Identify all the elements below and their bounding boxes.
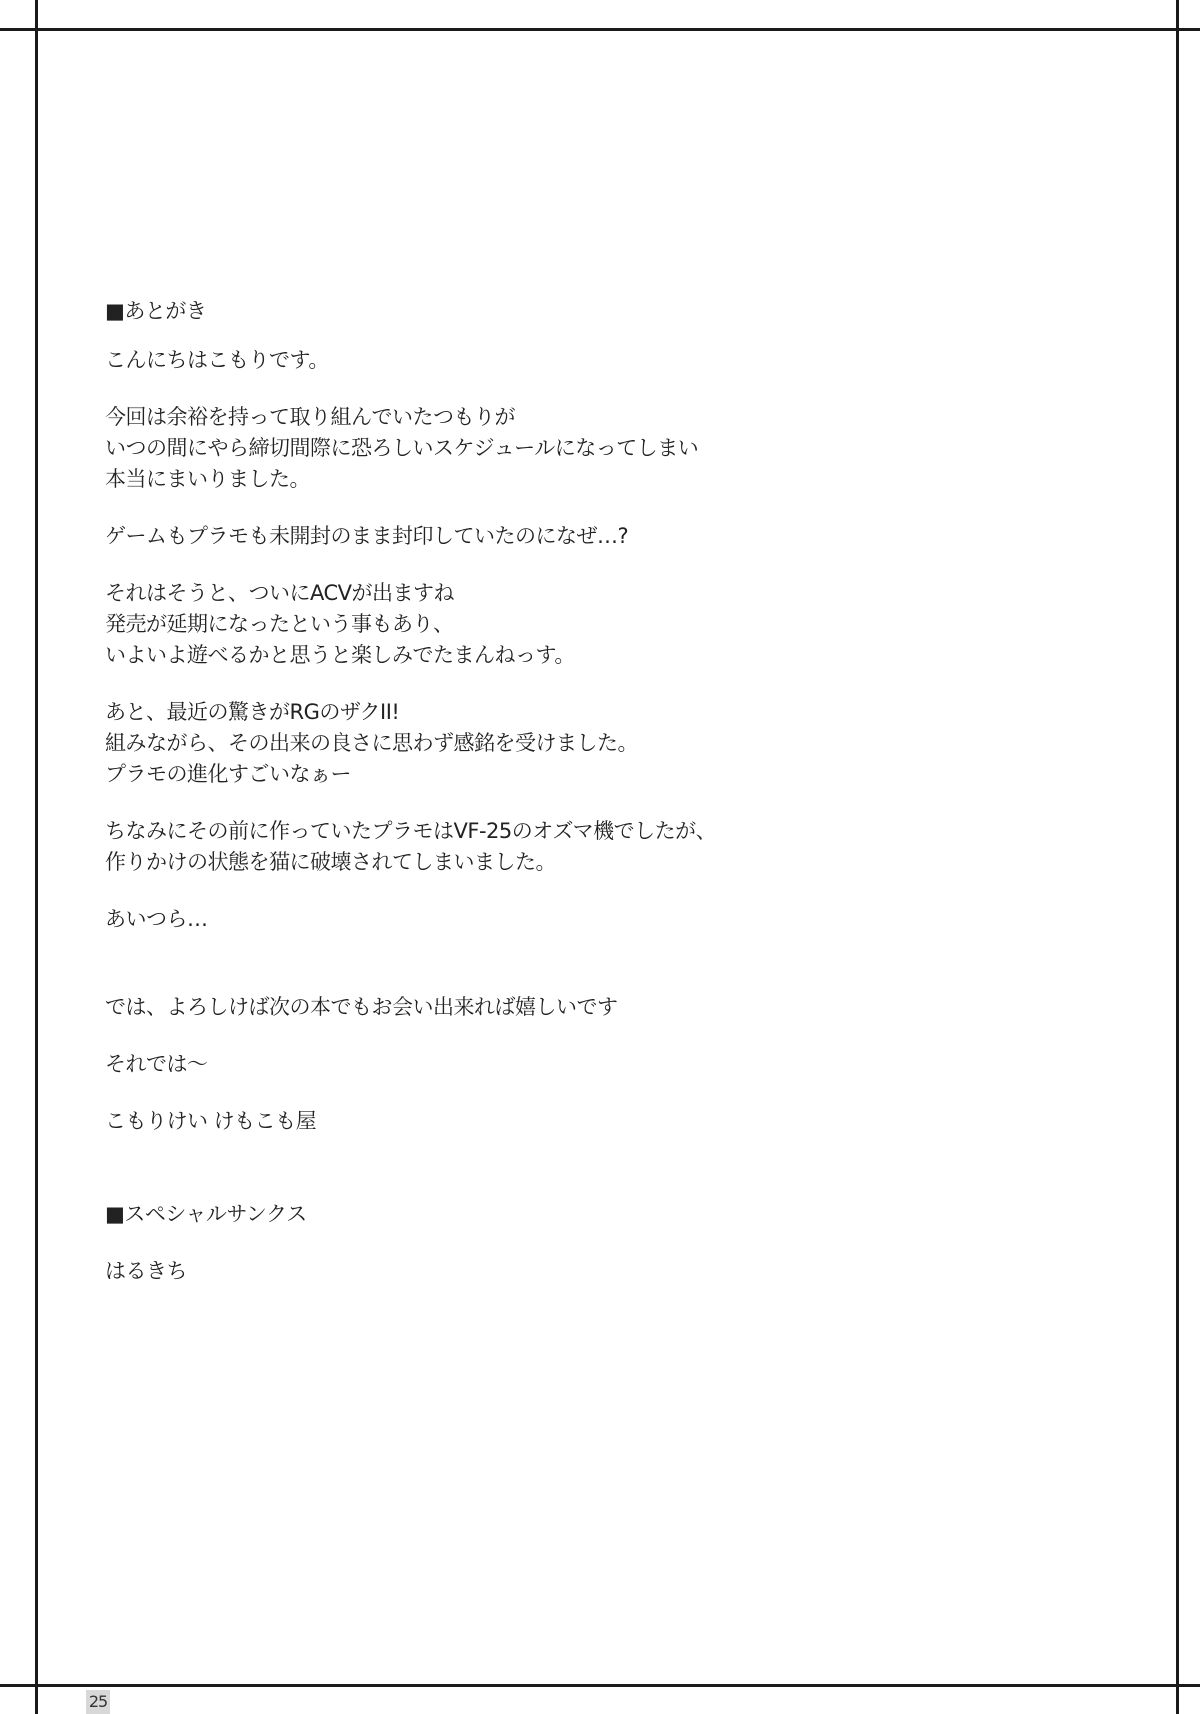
paragraph-5 [105,816,1005,878]
closing-line-2: それでは～ [105,1052,208,1076]
afterword-heading: ■あとがき [105,299,207,323]
paragraph-line: 発売が延期になったという事もあり、 [105,612,454,636]
paragraph-line: 今回は余裕を持って取り組んでいたつもりが [105,405,515,429]
paragraph-3 [105,578,1005,671]
closing-line-1: では、よろしけば次の本でもお会い出来れば嬉しいです [105,995,618,1019]
paragraph-line: ちなみにその前に作っていたプラモはVF-25のオズマ機でしたが、 [105,819,717,843]
frame-left-line [35,0,38,1714]
paragraph-1 [105,402,1005,495]
paragraph-line: それはそうと、ついにACVが出ますね [105,581,455,605]
greeting-text: こんにちはこもりです。 [105,348,329,372]
paragraph-line: 本当にまいりました。 [105,467,310,491]
thanks-heading: ■スペシャルサンクス [105,1202,307,1226]
frame-top-line [0,28,1200,31]
thanks-name: はるきち [105,1259,187,1283]
paragraph-line: いよいよ遊べるかと思うと楽しみでたまんねっす。 [105,643,575,667]
paragraph-6: あいつら… [105,907,208,931]
page-number: 25 [86,1690,110,1714]
paragraph-4 [105,697,1005,790]
paragraph-line: 作りかけの状態を猫に破壊されてしまいました。 [105,850,556,874]
paragraph-2: ゲームもプラモも未開封のまま封印していたのになぜ…? [105,524,629,548]
signature: こもりけい けもこも屋 [105,1109,317,1133]
paragraph-line: プラモの進化すごいなぁー [105,762,351,786]
paragraph-line: 組みながら、その出来の良さに思わず感銘を受けました。 [105,731,638,755]
paragraph-line: あと、最近の驚きがRGのザクII! [105,700,400,724]
frame-right-line [1176,0,1179,1714]
frame-bottom-line [0,1684,1200,1687]
paragraph-line: いつの間にやら締切間際に恐ろしいスケジュールになってしまい [105,436,699,460]
afterword-section [105,296,1005,1287]
